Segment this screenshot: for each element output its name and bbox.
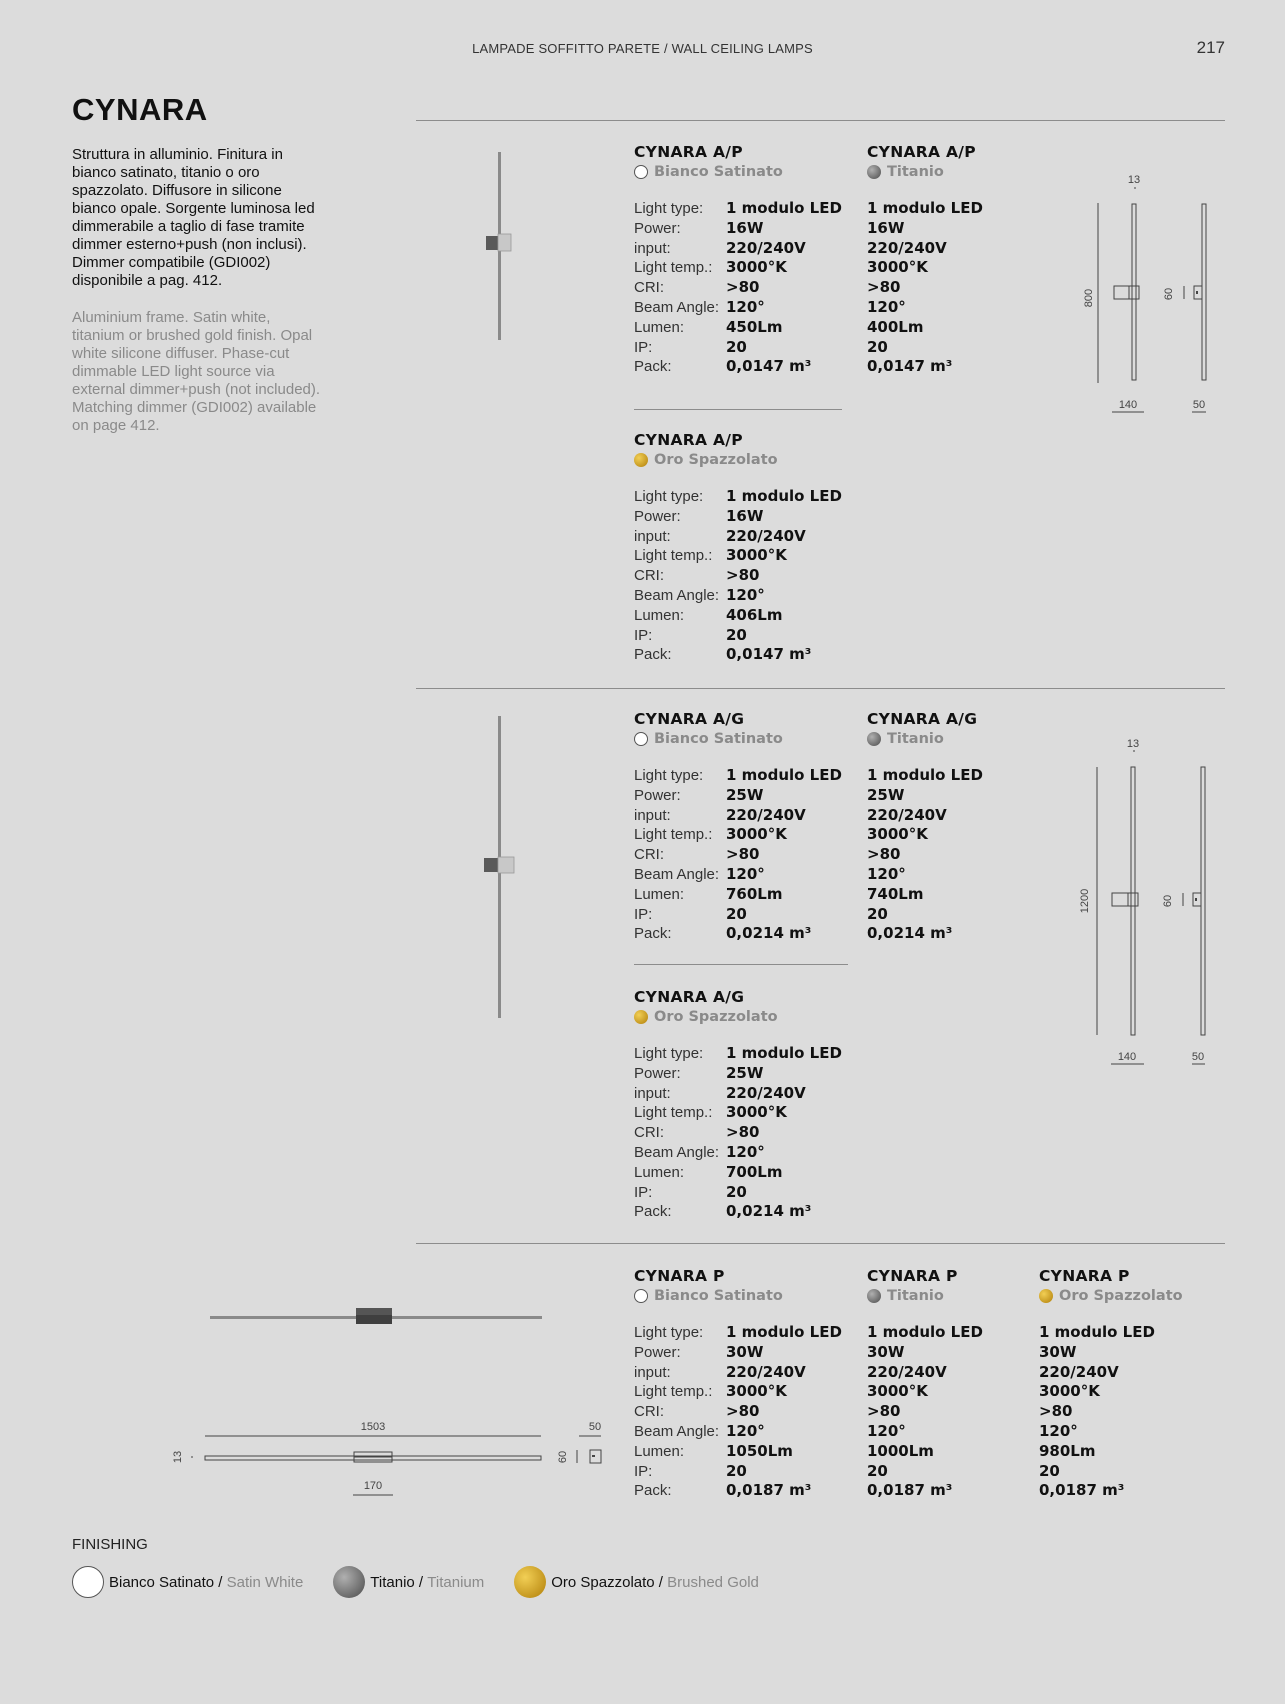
brushed-gold-swatch-icon	[514, 1566, 546, 1598]
spec-ag-bianco	[634, 710, 842, 944]
spec-value: 220/240V	[726, 238, 806, 257]
spec-label: IP:	[634, 626, 653, 644]
satin-white-swatch-icon	[72, 1566, 104, 1598]
titanium-dot-icon	[867, 165, 881, 179]
dim-depth: 50	[1191, 1051, 1205, 1063]
spec-value: 400Lm	[867, 317, 924, 336]
spec-value: 120°	[726, 1421, 765, 1440]
spec-value: 0,0214 m³	[726, 924, 812, 943]
spec-label: CRI:	[634, 1124, 664, 1142]
spec-label: input:	[634, 806, 671, 824]
finish-satin-white	[72, 1566, 303, 1598]
spec-value: 740Lm	[867, 884, 924, 903]
spec-value: 3000°K	[726, 258, 787, 277]
section-divider	[416, 688, 1225, 689]
dim-top: 13	[1126, 738, 1140, 750]
gold-dot-icon	[634, 453, 648, 467]
dim-top: 13	[1127, 174, 1141, 186]
finish-label	[867, 729, 983, 749]
spec-value: 450Lm	[726, 317, 783, 336]
spec-value: 3000°K	[726, 825, 787, 844]
gold-dot-icon	[634, 1010, 648, 1024]
finish-label	[634, 1007, 842, 1027]
spec-value: 120°	[867, 1421, 906, 1440]
finish-name-it: Titanio	[370, 1573, 415, 1591]
lamp-mount-light	[498, 857, 514, 873]
finish-label	[634, 162, 842, 182]
white-dot-icon	[634, 732, 648, 746]
spec-label: Power:	[634, 1343, 681, 1361]
cynara-ag-product-image	[470, 712, 540, 1022]
spec-value: 1 modulo LED	[726, 1323, 842, 1341]
spec-value: 3000°K	[867, 825, 928, 844]
spec-value: 120°	[1039, 1421, 1078, 1440]
spec-value: 220/240V	[867, 805, 947, 824]
spec-value: 120°	[867, 864, 906, 883]
finish-name: Bianco Satinato	[654, 731, 783, 747]
model-name: CYNARA A/G	[634, 988, 745, 1006]
spec-value: 20	[867, 337, 888, 356]
model-divider	[634, 409, 842, 410]
spec-label: Light temp.:	[634, 826, 713, 844]
spec-p-titanio	[867, 1267, 983, 1501]
lamp-mount-dark	[486, 236, 498, 250]
spec-value: >80	[726, 566, 760, 585]
spec-label: Power:	[634, 219, 681, 237]
cynara-p-product-image	[200, 1300, 550, 1340]
page-number: 217	[1196, 38, 1225, 57]
spec-label: CRI:	[634, 567, 664, 585]
spec-label: Beam Angle:	[634, 586, 720, 604]
spec-label: Pack:	[634, 646, 672, 664]
section-divider	[416, 1243, 1225, 1244]
spec-value: 3000°K	[867, 1382, 928, 1401]
spec-ap-titanio	[867, 143, 983, 377]
model-name: CYNARA A/G	[634, 710, 745, 728]
spec-label: Power:	[634, 1064, 681, 1082]
dim-length: 1503	[360, 1421, 386, 1433]
lamp-mount-light	[498, 234, 511, 251]
spec-value: 30W	[726, 1342, 764, 1361]
finish-name: Titanio	[887, 731, 944, 747]
spec-label: Beam Angle:	[634, 865, 720, 883]
model-name: CYNARA P	[1039, 1267, 1130, 1285]
spec-value: 20	[1039, 1461, 1060, 1480]
finish-titanium	[333, 1566, 484, 1598]
spec-value: >80	[867, 845, 901, 864]
spec-value: 20	[867, 904, 888, 923]
spec-value: 1000Lm	[867, 1441, 934, 1460]
spec-label: Beam Angle:	[634, 1422, 720, 1440]
spec-label: Pack:	[634, 1482, 672, 1500]
spec-value: 20	[726, 625, 747, 644]
spec-value: 1050Lm	[726, 1441, 793, 1460]
spec-value: 1 modulo LED	[867, 199, 983, 217]
spec-value: >80	[726, 1123, 760, 1142]
titanium-swatch-icon	[333, 1566, 365, 1598]
model-name: CYNARA A/P	[634, 143, 743, 161]
spec-label: Light type:	[634, 1045, 704, 1062]
spec-value: 3000°K	[726, 1103, 787, 1122]
cynara-p-dimension-drawing	[165, 1410, 615, 1500]
spec-value: 220/240V	[1039, 1362, 1119, 1381]
spec-label: input:	[634, 1084, 671, 1102]
dim-depth: 50	[588, 1421, 602, 1433]
description-english: Aluminium frame. Satin white, titanium or brushed gold finish. Opal white silicone diffuser. Phase-cut dimmable LED light source via external dimmer+push (not included). Matching dimmer (GDI002) available on page 412.	[72, 309, 321, 434]
spec-value: 760Lm	[726, 884, 783, 903]
spec-value: 120°	[726, 297, 765, 316]
dim-mid: 60	[557, 1450, 569, 1464]
spec-label: input:	[634, 239, 671, 257]
spec-value: 1 modulo LED	[726, 199, 842, 217]
spec-value: 20	[726, 904, 747, 923]
spec-label: Light type:	[634, 1324, 704, 1341]
spec-p-oro	[1039, 1267, 1183, 1501]
finish-name-it: Bianco Satinato	[109, 1573, 215, 1591]
finish-separator: /	[654, 1573, 668, 1591]
description-italian: Struttura in alluminio. Finitura in bianco satinato, titanio o oro spazzolato. Diffusore in silicone bianco opale. Sorgente luminosa led dimmerabile a taglio di fase tramite dimmer esterno+push (non inclusi). Dimmer compatibile (GDI002) disponibile a pag. 412.	[72, 146, 315, 289]
spec-value: 16W	[726, 506, 764, 525]
spec-label: Power:	[634, 507, 681, 525]
model-divider	[634, 964, 848, 965]
spec-value: >80	[1039, 1402, 1073, 1421]
spec-ag-oro	[634, 988, 842, 1222]
spec-value: 700Lm	[726, 1162, 783, 1181]
spec-label: Beam Angle:	[634, 1143, 720, 1161]
dim-side: 13	[172, 1450, 184, 1464]
spec-label: Pack:	[634, 358, 672, 376]
cynara-ap-product-image	[470, 140, 540, 340]
spec-label: Pack:	[634, 925, 672, 943]
spec-label: Lumen:	[634, 606, 685, 624]
spec-label: IP:	[634, 905, 653, 923]
spec-value: 220/240V	[726, 1362, 806, 1381]
dim-width: 140	[1118, 399, 1138, 411]
finish-label	[634, 729, 842, 749]
finish-name: Oro Spazzolato	[654, 452, 778, 468]
finish-name: Oro Spazzolato	[654, 1009, 778, 1025]
spec-label: input:	[634, 527, 671, 545]
spec-value: 220/240V	[726, 1083, 806, 1102]
model-name: CYNARA A/P	[634, 431, 743, 449]
spec-label: Lumen:	[634, 1163, 685, 1181]
spec-value: 120°	[726, 585, 765, 604]
product-title: CYNARA	[72, 92, 208, 127]
lamp-mount-dark	[484, 858, 498, 872]
spec-value: 20	[726, 337, 747, 356]
dim-height: 800	[1083, 288, 1095, 308]
section-divider	[416, 120, 1225, 121]
finish-brushed-gold	[514, 1566, 759, 1598]
spec-value: 25W	[867, 785, 905, 804]
spec-value: 220/240V	[726, 805, 806, 824]
finish-label	[634, 1286, 842, 1306]
spec-label: Pack:	[634, 1203, 672, 1221]
spec-label: Lumen:	[634, 1442, 685, 1460]
spec-value: 1 modulo LED	[867, 766, 983, 784]
spec-label: Light type:	[634, 767, 704, 784]
finish-label	[867, 1286, 983, 1306]
spec-label: Beam Angle:	[634, 298, 720, 316]
dim-mid: 60	[1162, 894, 1174, 908]
spec-label: input:	[634, 1363, 671, 1381]
spec-value: 0,0147 m³	[726, 645, 812, 664]
dim-width: 170	[363, 1480, 383, 1492]
spec-label: Lumen:	[634, 318, 685, 336]
spec-value: 1 modulo LED	[726, 1044, 842, 1062]
spec-value: >80	[726, 1402, 760, 1421]
finish-name: Titanio	[887, 164, 944, 180]
spec-value: 16W	[867, 218, 905, 237]
spec-value: 220/240V	[867, 1362, 947, 1381]
spec-value: 0,0147 m³	[867, 357, 953, 376]
lamp-mount-body	[356, 1315, 392, 1324]
spec-ag-titanio	[867, 710, 983, 944]
spec-value: 1 modulo LED	[726, 766, 842, 784]
spec-value: 0,0187 m³	[867, 1481, 953, 1500]
finish-separator: /	[214, 1573, 227, 1591]
spec-p-bianco	[634, 1267, 842, 1501]
spec-label: Light type:	[634, 488, 704, 505]
spec-label: Light type:	[634, 200, 704, 217]
model-name: CYNARA A/G	[867, 710, 978, 728]
finish-name-en: Brushed Gold	[667, 1573, 759, 1591]
spec-value: 3000°K	[726, 1382, 787, 1401]
spec-value: 980Lm	[1039, 1441, 1096, 1460]
finish-name: Oro Spazzolato	[1059, 1288, 1183, 1304]
spec-value: 220/240V	[726, 526, 806, 545]
catalog-section-title: LAMPADE SOFFITTO PARETE / WALL CEILING LAMPS	[472, 41, 813, 56]
spec-value: 0,0187 m³	[726, 1481, 812, 1500]
spec-label: IP:	[634, 1462, 653, 1480]
spec-label: CRI:	[634, 279, 664, 297]
spec-value: 220/240V	[867, 238, 947, 257]
dim-height: 1200	[1079, 888, 1091, 914]
titanium-dot-icon	[867, 1289, 881, 1303]
spec-value: 406Lm	[726, 605, 783, 624]
spec-value: 0,0214 m³	[726, 1202, 812, 1221]
white-dot-icon	[634, 165, 648, 179]
spec-label: CRI:	[634, 1403, 664, 1421]
spec-label: Power:	[634, 786, 681, 804]
spec-value: 120°	[726, 1142, 765, 1161]
spec-value: >80	[726, 845, 760, 864]
spec-value: 16W	[726, 218, 764, 237]
finish-name: Titanio	[887, 1288, 944, 1304]
spec-value: 3000°K	[726, 546, 787, 565]
finish-label	[1039, 1286, 1183, 1306]
finish-label	[634, 450, 842, 470]
spec-value: 20	[726, 1461, 747, 1480]
spec-ap-oro	[634, 431, 842, 665]
spec-value: 1 modulo LED	[867, 1323, 983, 1341]
spec-label: IP:	[634, 1183, 653, 1201]
finish-separator: /	[414, 1573, 428, 1591]
white-dot-icon	[634, 1289, 648, 1303]
spec-value: 0,0187 m³	[1039, 1481, 1125, 1500]
gold-dot-icon	[1039, 1289, 1053, 1303]
spec-value: 3000°K	[867, 258, 928, 277]
spec-label: Light temp.:	[634, 1104, 713, 1122]
model-name: CYNARA A/P	[867, 143, 976, 161]
spec-value: 20	[867, 1461, 888, 1480]
spec-value: 120°	[726, 864, 765, 883]
spec-value: 20	[726, 1182, 747, 1201]
spec-label: Light temp.:	[634, 1383, 713, 1401]
spec-value: 25W	[726, 1063, 764, 1082]
spec-value: >80	[867, 278, 901, 297]
finish-name-it: Oro Spazzolato	[551, 1573, 655, 1591]
finishing-title: FINISHING	[72, 1536, 148, 1553]
spec-value: 30W	[1039, 1342, 1077, 1361]
model-name: CYNARA P	[634, 1267, 725, 1285]
cynara-ap-dimension-drawing	[1070, 168, 1250, 418]
finish-name-en: Satin White	[226, 1573, 304, 1591]
spec-label: Light temp.:	[634, 259, 713, 277]
spec-value: >80	[867, 1402, 901, 1421]
dim-mid: 60	[1163, 287, 1175, 301]
spec-value: 30W	[867, 1342, 905, 1361]
finish-label	[867, 162, 983, 182]
finishing-legend	[72, 1566, 789, 1598]
finish-name-en: Titanium	[427, 1573, 485, 1591]
dim-depth: 50	[1192, 399, 1206, 411]
spec-value: >80	[726, 278, 760, 297]
spec-value: 25W	[726, 785, 764, 804]
spec-label: CRI:	[634, 846, 664, 864]
model-name: CYNARA P	[867, 1267, 958, 1285]
spec-label: Lumen:	[634, 885, 685, 903]
spec-value: 3000°K	[1039, 1382, 1100, 1401]
spec-label: Light temp.:	[634, 547, 713, 565]
spec-value: 0,0214 m³	[867, 924, 953, 943]
spec-value: 1 modulo LED	[726, 487, 842, 505]
finish-name: Bianco Satinato	[654, 164, 783, 180]
spec-value: 1 modulo LED	[1039, 1323, 1155, 1341]
titanium-dot-icon	[867, 732, 881, 746]
finish-name: Bianco Satinato	[654, 1288, 783, 1304]
spec-ap-bianco	[634, 143, 842, 377]
dim-width: 140	[1117, 1051, 1137, 1063]
lamp-mount-dark	[356, 1308, 392, 1315]
spec-value: 120°	[867, 297, 906, 316]
cynara-ag-dimension-drawing	[1070, 733, 1250, 1068]
spec-label: IP:	[634, 338, 653, 356]
spec-value: 0,0147 m³	[726, 357, 812, 376]
